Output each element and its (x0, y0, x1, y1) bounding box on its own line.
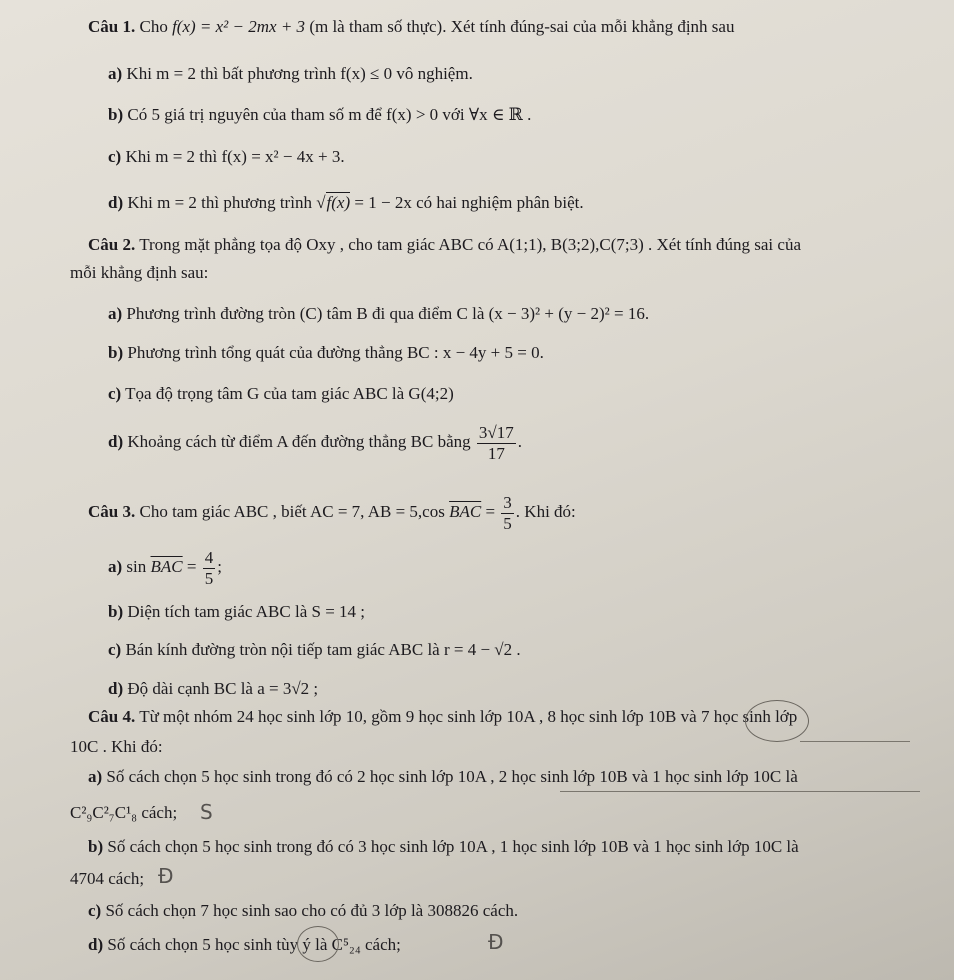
q2-c-label: c) (108, 384, 122, 403)
q4-item-d (88, 934, 401, 956)
q3-sin-den: 5 (204, 568, 214, 588)
q1-d-label: d) (108, 193, 124, 212)
q1-function: f(x) = x² − 2mx + 3 (172, 17, 306, 36)
q3-angle: $\overline{BAC}$ (449, 502, 482, 521)
q3-a-eq: = (186, 557, 197, 576)
q1-b-label: b) (108, 105, 124, 124)
q1-b-text: Có 5 giá trị nguyên của tham số m để f(x) > 0 với ∀x ∈ ℝ . (127, 105, 532, 124)
q2-c-text: Tọa độ trọng tâm G của tam giác ABC là G(4;2) (125, 384, 454, 403)
q2-d-num: 3√17 (478, 422, 514, 442)
q2-intro1: Trong mặt phẳng tọa độ Oxy , cho tam giác ABC có A(1;1), B(3;2),C(7;3) . Xét tính đúng sai của (139, 235, 802, 254)
q4-item-c (88, 900, 518, 922)
q3-cos-fraction (501, 493, 514, 534)
q1-item-b (108, 104, 531, 126)
q1-item-d: d) Khi m = 2 thì phương trình √f(x) = 1 − 2x có hai nghiệm phân biệt. (108, 193, 584, 212)
q2-item-c (108, 383, 454, 405)
handwritten-mark-d: Đ (488, 930, 504, 954)
q1-intro (88, 16, 734, 38)
q3-c-label: c) (108, 640, 122, 659)
q3-intro-eq: = (485, 502, 496, 521)
q2-intro-line2: mỗi khẳng định sau: (70, 263, 209, 282)
q4-b-label: b) (88, 837, 104, 856)
q1-head: Câu 1. (88, 17, 136, 36)
q3-item-c (108, 639, 521, 661)
q2-b-label: b) (108, 343, 124, 362)
q1-item-a (108, 63, 473, 85)
q2-a-text: Phương trình đường tròn (C) tâm B đi qua điểm C là (x − 3)² + (y − 2)² = 16. (126, 304, 650, 323)
pen-circle-mark (745, 700, 809, 742)
q3-d-text: Độ dài cạnh BC là a = 3√2 ; (127, 679, 319, 698)
q3-intro-b: . Khi đó: (515, 502, 576, 521)
q4-a-text1: Số cách chọn 5 học sinh trong đó có 2 học sinh lớp 10A , 2 học sinh lớp 10B và 1 học sinh lớp 10C là (106, 767, 798, 786)
q4-a-label: a) (88, 767, 103, 786)
q3-b-text: Diện tích tam giác ABC là S = 14 ; (127, 602, 366, 621)
q3-head: Câu 3. (88, 502, 136, 521)
q1-c-label: c) (108, 147, 122, 166)
q2-item-a (108, 303, 649, 325)
q2-item-d: d) Khoảng cách từ điểm A đến đường thẳng BC bằng $\frac{3√17}{17}$ . (108, 422, 522, 463)
q1-d-sqrt: f(x) (326, 193, 351, 212)
q4-intro1: Từ một nhóm 24 học sinh lớp 10, gồm 9 học sinh lớp 10A , 8 học sinh lớp 10B và 7 học sinh lớp (139, 707, 798, 726)
q3-b-label: b) (108, 602, 124, 621)
q3-item-a (108, 545, 222, 591)
q4-intro-line1 (88, 706, 797, 728)
q4-item-b (88, 836, 799, 858)
q2-item-b (108, 342, 544, 364)
q3-sin-num: 4 (204, 547, 214, 567)
q3-a-label: a) (108, 557, 123, 576)
q3-sin-fraction (203, 548, 216, 589)
q2-d-fraction (477, 423, 516, 464)
q1-item-c (108, 146, 345, 168)
q3-cos-num: 3 (503, 492, 512, 512)
q3-d-label: d) (108, 679, 124, 698)
q1-a-text: Khi m = 2 thì bất phương trình f(x) ≤ 0 vô nghiệm. (126, 64, 473, 83)
pen-underline (800, 741, 910, 742)
q3-item-b (108, 601, 365, 623)
q2-d-text: Khoảng cách từ điểm A đến đường thẳng BC bằng (127, 432, 471, 451)
q1-intro-b: (m là tham số thực). Xét tính đúng-sai của mỗi khẳng định sau (309, 17, 735, 36)
q3-a-post: ; (217, 557, 222, 576)
q1-intro-a: Cho (139, 17, 168, 36)
handwritten-mark-a: S (200, 800, 213, 824)
q1-a-label: a) (108, 64, 123, 83)
q4-c-label: c) (88, 901, 102, 920)
q1-d-pre: Khi m = 2 thì phương trình (127, 193, 312, 212)
q2-head: Câu 2. (88, 235, 136, 254)
q3-c-text: Bán kính đường tròn nội tiếp tam giác ABC là r = 4 − √2 . (125, 640, 521, 659)
q3-intro (88, 490, 576, 536)
q2-b-text: Phương trình tổng quát của đường thẳng BC : x − 4y + 5 = 0. (127, 343, 544, 362)
pen-circle-c24 (297, 926, 339, 962)
q4-head: Câu 4. (88, 707, 136, 726)
q4-item-b-cont: 4704 cách; (70, 869, 145, 888)
q2-d-label: d) (108, 432, 124, 451)
pen-underline-a (560, 791, 920, 792)
q3-cos-den: 5 (503, 513, 512, 533)
q4-d-text: Số cách chọn 5 học sinh tùy ý là C⁵₂₄ cách; (107, 935, 401, 954)
q2-intro-line1 (88, 234, 801, 256)
q4-item-a-cont: C²₉C²₇C¹₈ cách; (70, 803, 178, 822)
q4-c-text: Số cách chọn 7 học sinh sao cho có đủ 3 lớp là 308826 cách. (105, 901, 519, 920)
q2-a-label: a) (108, 304, 123, 323)
q3-item-d (108, 678, 318, 700)
q3-a-angle: $\overline{BAC}$ (150, 557, 183, 576)
q4-intro-line2: 10C . Khi đó: (70, 737, 163, 756)
q1-c-text: Khi m = 2 thì f(x) = x² − 4x + 3. (125, 147, 345, 166)
q3-intro-a: Cho tam giác ABC , biết AC = 7, AB = 5,cos (139, 502, 445, 521)
q3-a-pre: sin (126, 557, 147, 576)
handwritten-mark-b: Đ (158, 864, 174, 888)
q1-d-post: = 1 − 2x có hai nghiệm phân biệt. (354, 193, 584, 212)
q2-d-den: 17 (487, 443, 505, 463)
q4-d-label: d) (88, 935, 104, 954)
q4-item-a (88, 766, 798, 788)
q4-b-text1: Số cách chọn 5 học sinh trong đó có 3 học sinh lớp 10A , 1 học sinh lớp 10B và 1 học sinh lớp 10C là (107, 837, 799, 856)
